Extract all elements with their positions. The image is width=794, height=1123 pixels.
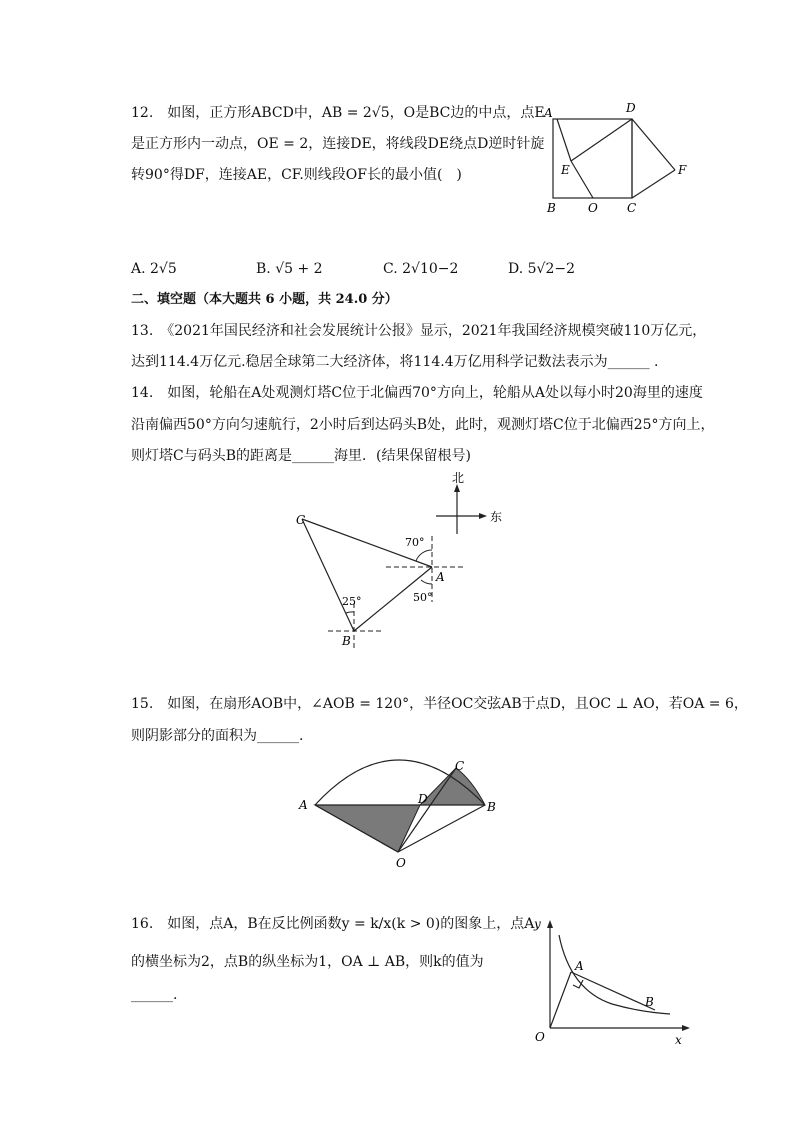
q14-line-3: 则灯塔C与码头B的距离是______海里．(结果保留根号)	[131, 448, 471, 464]
q15-label-b: B	[487, 800, 496, 814]
q16-label-o: O	[535, 1030, 545, 1044]
q16-label-y: y	[534, 917, 541, 931]
q16-line-2: 的横坐标为2，点B的纵坐标为1，OA ⊥ AB，则k的值为	[131, 954, 484, 970]
q16-label-a: A	[575, 959, 584, 973]
q12-choice-b: B. √5 + 2	[256, 261, 323, 277]
q15-label-c: C	[455, 759, 465, 773]
q15-label-d: D	[418, 792, 428, 806]
q15-line-1: 15. 如图，在扇形AOB中，∠AOB = 120°，半径OC交弦AB于点D，且OC ⊥ AO，若OA = 6，	[131, 696, 748, 712]
shaded-region-left	[315, 805, 420, 852]
q14-label-c: C	[296, 513, 306, 527]
q12-choice-c: C. 2√10−2	[383, 261, 459, 277]
q15-figure	[290, 750, 510, 875]
angle-50-label: 50°	[413, 591, 433, 604]
angle-25-label: 25°	[342, 595, 362, 608]
q16-label-x: x	[675, 1033, 682, 1047]
q12-label-d: D	[626, 101, 636, 115]
q16-line-1: 16. 如图，点A，B在反比例函数y = k/x(k > 0)的图象上，点A	[131, 916, 535, 932]
q12-choice-a: A. 2√5	[131, 261, 177, 277]
q14-figure	[280, 465, 520, 655]
q12-label-e: E	[561, 163, 570, 177]
q14-line-2: 沿南偏西50°方向匀速航行，2小时后到达码头B处，此时，观测灯塔C位于北偏西25°方向上，	[131, 417, 715, 433]
q15-label-a: A	[299, 798, 308, 812]
q12-line-3: 转90°得DF，连接AE，CF.则线段OF长的最小值( )	[131, 167, 462, 183]
section-heading: 二、填空题（本大题共 6 小题，共 24.0 分）	[131, 292, 398, 307]
north-label: 北	[452, 471, 465, 485]
q15-line-2: 则阴影部分的面积为______.	[131, 728, 304, 744]
q14-label-a: A	[436, 570, 445, 584]
q12-figure	[540, 100, 700, 220]
q12-label-o: O	[588, 201, 598, 215]
q13-line-2: 达到114.4万亿元.稳居全球第二大经济体，将114.4万亿用科学记数法表示为______ .	[131, 354, 659, 370]
q16-label-b: B	[645, 995, 654, 1009]
q12-label-f: F	[678, 163, 687, 177]
east-label: 东	[490, 510, 503, 524]
q14-label-b: B	[342, 634, 351, 648]
q16-line-3: ______.	[131, 987, 178, 1003]
q12-label-a: A	[544, 106, 553, 120]
q14-line-1: 14. 如图，轮船在A处观测灯塔C位于北偏西70°方向上，轮船从A处以每小时20海里的速度	[131, 385, 703, 401]
q12-line-1: 12. 如图，正方形ABCD中，AB = 2√5，O是BC边的中点，点E	[131, 105, 545, 121]
q12-label-b: B	[547, 201, 556, 215]
q15-label-o: O	[396, 856, 406, 870]
q12-label-c: C	[627, 201, 637, 215]
q16-figure	[520, 910, 700, 1050]
q13-line-1: 13. 《2021年国民经济和社会发展统计公报》显示，2021年我国经济规模突破110万亿元，	[131, 323, 707, 339]
q12-choice-d: D. 5√2−2	[508, 261, 575, 277]
angle-70-label: 70°	[405, 536, 425, 549]
q12-line-2: 是正方形内一动点，OE = 2，连接DE，将线段DE绕点D逆时针旋	[131, 136, 545, 152]
